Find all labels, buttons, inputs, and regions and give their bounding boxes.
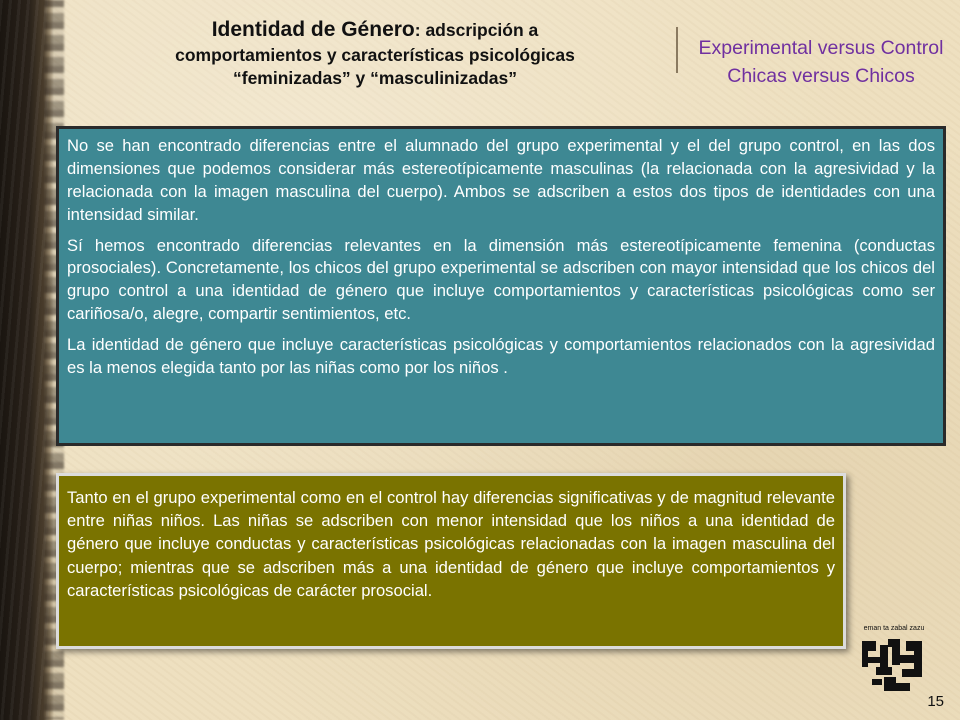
subtitle: Experimental versus Control Chicas versus Chicos [698, 37, 944, 88]
title-line-2: comportamientos y características psicológicas [175, 44, 575, 65]
logo-motto: eman ta zabal zazu [863, 625, 925, 632]
title-line-3: “feminizadas” y “masculinizadas” [233, 67, 517, 88]
title-rest: : adscripción a [414, 20, 539, 40]
summary-box [56, 473, 846, 649]
page-title [80, 16, 670, 90]
page-number: 15 [927, 693, 944, 710]
university-logo [858, 625, 930, 697]
upv-ehu-logo-icon [858, 625, 930, 697]
title-main: Identidad de Género [211, 18, 415, 41]
finding-paragraph-1: No se han encontrado diferencias entre el alumnado del grupo experimental y el del grupo control, en las dos dimensiones que podemos considerar más estereotípicamente masculinas (la relacionada con la agresividad y la relacionada con la imagen masculina del cuerpo). Ambos se adscriben a estos dos tipos de identidades con una intensidad similar. [67, 136, 935, 224]
summary-paragraph: Tanto en el grupo experimental como en el control hay diferencias significativas y de magnitud relevante entre niñas niños. Las niñas se adscriben con menor intensidad que los niños a una identidad de género que incluye conductas y características psicológicas relacionadas con la imagen masculina del cuerpo; mientras que se adscriben más a una identidad de género que incluye comportamientos y características psicológicas de carácter prosocial. [67, 488, 835, 600]
title-divider [676, 27, 678, 73]
decorative-side-strip [0, 0, 54, 720]
finding-paragraph-2: Sí hemos encontrado diferencias relevantes en la dimensión más estereotípicamente femenina (conductas prosociales). Concretamente, los chicos del grupo experimental se adscriben con mayor intensidad que los chicos del grupo control a una identidad de género que incluye comportamientos y características psicológicas como ser cariñosa/o, alegre, compartir sentimientos, etc. [67, 235, 935, 324]
findings-box [56, 126, 946, 446]
finding-paragraph-3: La identidad de género que incluye características psicológicas y comportamientos relacionados con la agresividad es la menos elegida tanto por las niñas como por los niños . [67, 335, 935, 378]
